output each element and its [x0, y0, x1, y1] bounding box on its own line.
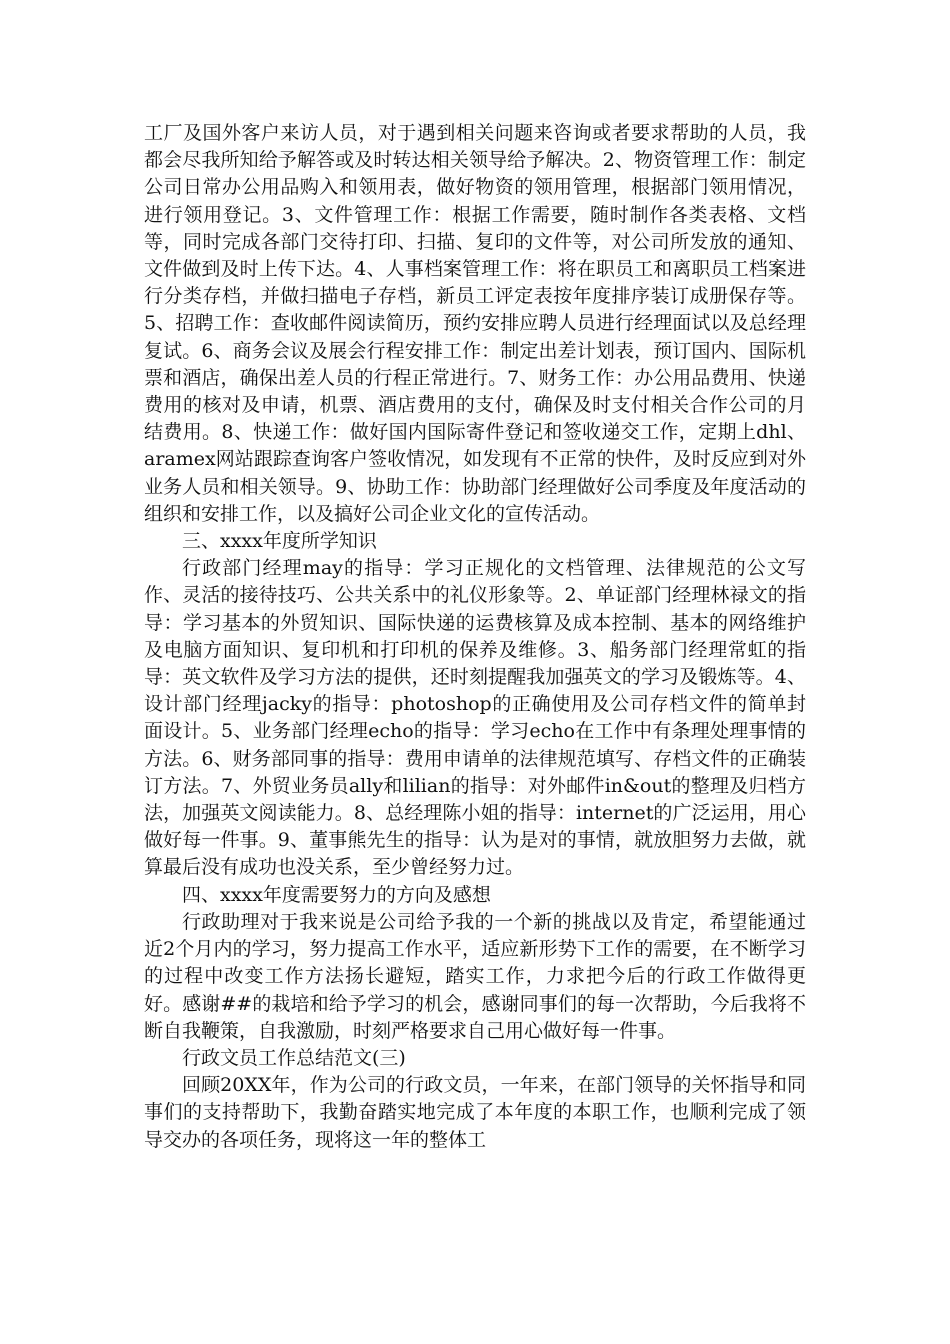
section-heading-direction: 四、xxxx年度需要努力的方向及感想 [182, 883, 491, 906]
paragraph-duties: 工厂及国外客户来访人员，对于遇到相关问题来咨询或者要求帮助的人员，我都会尽我所知给予解答或及时转达相关领导给予解决。2、物资管理工作：制定公司日常办公用品购入和领用表，做好物资的领用管理，根据部门领用情况，进行领用登记。3、文件管理工作：根据工作需要，随时制作各类表格、文档等，同时完成各部门交待打印、扫描、复印的文件等，对公司所发放的通知、文件做到及时上传下达。4、人事档案管理工作：将在职员工和离职员工档案进行分类存档，并做扫描电子存档，新员工评定表按年度排序装订成册保存等。5、招聘工作：查收邮件阅读简历，预约安排应聘人员进行经理面试以及总经理复试。6、商务会议及展会行程安排工作：制定出差计划表，预订国内、国际机票和酒店，确保出差人员的行程正常进行。7、财务工作：办公用品费用、快递费用的核对及申请，机票、酒店费用的支付，确保及时支付相关合作公司的月结费用。8、快递工作：做好国内国际寄件登记和签收递交工作，定期上dhl、aramex网站跟踪查询客户签收情况，如发现有不正常的快件，及时反应到对外业务人员和相关领导。9、协助工作：协助部门经理做好公司季度及年度活动的组织和安排工作，以及搞好公司企业文化的宣传活动。 [144, 122, 806, 525]
section-heading-knowledge: 三、xxxx年度所学知识 [182, 530, 377, 553]
paragraph-direction: 行政助理对于我来说是公司给予我的一个新的挑战以及肯定，希望能通过近2个月内的学习，努力提高工作水平，适应新形势下工作的需要，在不断学习的过程中改变工作方法扬长避短，踏实工作，力求把今后的行政工作做得更好。感谢##的栽培和给予学习的机会，感谢同事们的每一次帮助，今后我将不断自我鞭策，自我激励，时刻严格要求自己用心做好每一件事。 [144, 910, 806, 1042]
document-body [144, 120, 806, 1154]
section-heading-sample-three: 行政文员工作总结范文(三) [182, 1046, 406, 1069]
paragraph-review: 回顾20XX年，作为公司的行政文员，一年来，在部门领导的关怀指导和同事们的支持帮助下，我勤奋踏实地完成了本年度的本职工作，也顺利完成了领导交办的各项任务，现将这一年的整体工 [144, 1074, 806, 1151]
paragraph-knowledge: 行政部门经理may的指导：学习正规化的文档管理、法律规范的公文写作、灵活的接待技巧、公共关系中的礼仪形象等。2、单证部门经理林禄文的指导：学习基本的外贸知识、国际快递的运费核算及成本控制、基本的网络维护及电脑方面知识、复印机和打印机的保养及维修。3、船务部门经理常虹的指导：英文软件及学习方法的提供，还时刻提醒我加强英文的学习及锻炼等。4、设计部门经理jacky的指导：photoshop的正确使用及公司存档文件的简单封面设计。5、业务部门经理echo的指导：学习echo在工作中有条理处理事情的方法。6、财务部同事的指导：费用申请单的法律规范填写、存档文件的正确装订方法。7、外贸业务员ally和lilian的指导：对外邮件in&out的整理及归档方法，加强英文阅读能力。8、总经理陈小姐的指导：internet的广泛运用，用心做好每一件事。9、董事熊先生的指导：认为是对的事情，就放胆努力去做，就算最后没有成功也没关系，至少曾经努力过。 [144, 557, 806, 879]
